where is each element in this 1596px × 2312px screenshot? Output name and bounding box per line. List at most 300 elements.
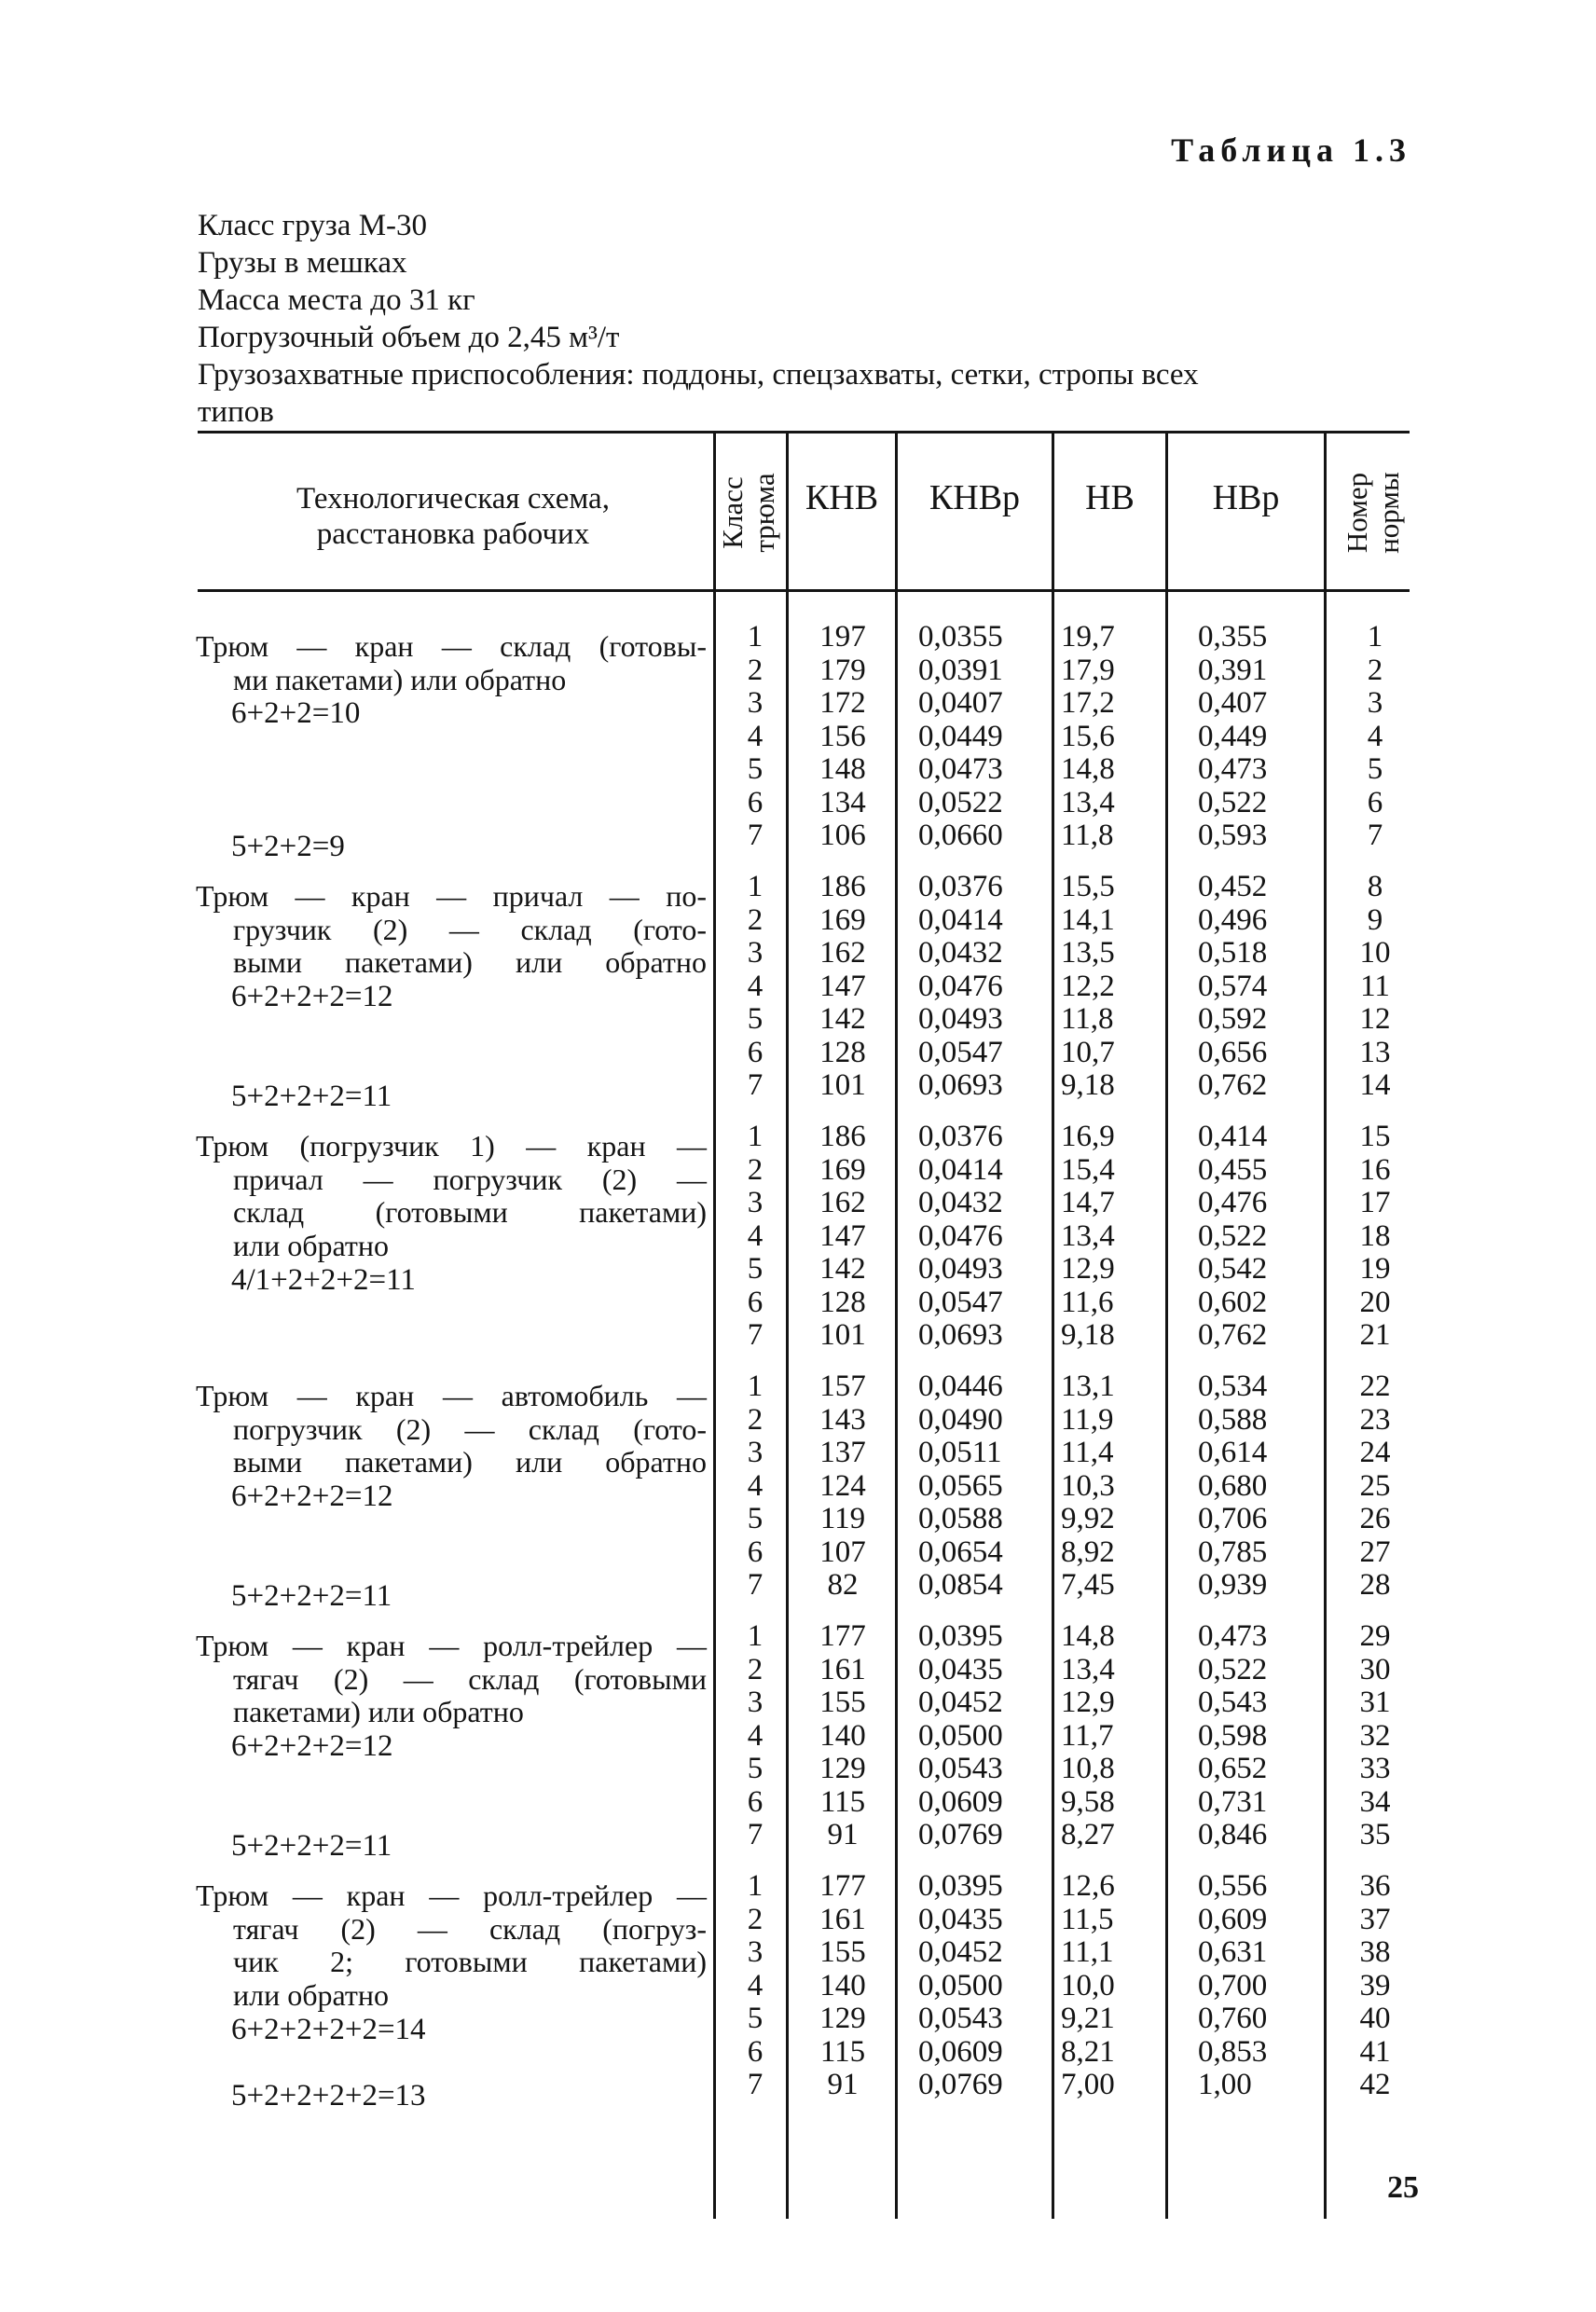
crew-formula: 6+2+2=10 (231, 696, 361, 730)
scheme-description (196, 880, 707, 980)
hold-class-cell: 2 (747, 653, 764, 687)
hold-class-cell: 7 (747, 2068, 764, 2101)
column-separator (713, 434, 716, 2219)
norm-number-cell: 11 (1360, 969, 1390, 1003)
nvr-cell: 0,602 (1198, 1285, 1268, 1319)
nvr-cell: 0,534 (1198, 1369, 1268, 1403)
nvr-cell: 0,656 (1198, 1035, 1268, 1069)
knv-cell: 148 (819, 752, 866, 786)
knvr-cell: 0,0376 (918, 870, 1003, 903)
norm-number-cell: 3 (1367, 686, 1383, 720)
scheme-line: чик 2; готовыми пакетами) (233, 1945, 707, 1978)
norm-number-cell: 37 (1359, 1902, 1391, 1936)
nvr-cell: 0,680 (1198, 1468, 1268, 1503)
knv-cell: 91 (827, 2068, 859, 2101)
knvr-cell: 0,0660 (918, 819, 1003, 852)
nv-cell: 8,21 (1061, 2034, 1115, 2069)
header-scheme (198, 481, 709, 552)
norm-number-cell: 7 (1367, 819, 1383, 852)
knv-cell: 128 (819, 1285, 866, 1319)
nv-cell: 12,6 (1061, 1869, 1115, 1903)
norm-number-cell: 35 (1359, 1818, 1391, 1851)
knvr-cell: 0,0654 (918, 1534, 1003, 1569)
knvr-cell: 0,0547 (918, 1035, 1003, 1069)
hold-class-cell: 1 (747, 1619, 764, 1653)
hold-class-cell: 7 (747, 1068, 764, 1102)
nv-cell: 10,3 (1061, 1468, 1115, 1503)
knvr-cell: 0,0446 (918, 1369, 1003, 1403)
norm-number-cell: 10 (1359, 936, 1391, 970)
loading-volume-line: Погрузочный объем до 2,45 м³/т (198, 321, 620, 354)
table-top-rule (198, 431, 1410, 434)
knv-cell: 115 (819, 2034, 866, 2069)
knv-cell: 106 (819, 819, 866, 852)
nv-cell: 11,6 (1061, 1285, 1114, 1319)
nv-cell: 10,0 (1061, 1968, 1115, 2002)
table-label: Таблица 1.3 (1171, 131, 1411, 169)
hold-class-cell: 4 (747, 1468, 764, 1503)
knvr-cell: 0,0609 (918, 2034, 1003, 2069)
scheme-line: склад (готовыми пакетами) (233, 1195, 707, 1229)
knv-cell: 197 (819, 620, 866, 654)
hold-class-cell: 2 (747, 1902, 764, 1936)
norm-number-cell: 41 (1359, 2034, 1391, 2069)
hold-class-cell: 4 (747, 1968, 764, 2002)
hold-class-cell: 4 (747, 969, 764, 1003)
hold-class-cell: 5 (747, 1502, 764, 1535)
nv-cell: 13,5 (1061, 936, 1115, 970)
norm-number-cell: 28 (1359, 1568, 1391, 1602)
cargo-class-line: Класс груза М-30 (198, 209, 428, 242)
norm-number-cell: 40 (1359, 2002, 1391, 2035)
nvr-cell: 0,414 (1198, 1120, 1268, 1153)
nvr-cell: 0,700 (1198, 1968, 1268, 2002)
nv-cell: 16,9 (1061, 1120, 1115, 1153)
knvr-cell: 0,0543 (918, 1752, 1003, 1785)
knv-cell: 137 (819, 1436, 866, 1469)
nv-cell: 7,45 (1061, 1568, 1115, 1602)
gripping-devices-line: Грузозахватные приспособления: поддоны, спецзахваты, сетки, стропы всех (198, 358, 1199, 392)
nv-cell: 13,1 (1061, 1369, 1115, 1403)
scheme-line: причал — погрузчик (2) — (233, 1162, 707, 1196)
norm-number-cell: 16 (1359, 1152, 1391, 1187)
knvr-cell: 0,0543 (918, 2002, 1003, 2035)
scheme-description (196, 1380, 707, 1479)
norm-number-cell: 19 (1359, 1252, 1391, 1286)
nv-cell: 15,4 (1061, 1152, 1115, 1187)
nvr-cell: 0,355 (1198, 620, 1268, 654)
knvr-cell: 0,0500 (918, 1968, 1003, 2002)
norm-number-cell: 29 (1359, 1619, 1391, 1653)
knv-cell: 142 (819, 1002, 866, 1036)
gripping-devices-line-cont: типов (198, 395, 274, 429)
nvr-cell: 0,542 (1198, 1252, 1268, 1286)
hold-class-cell: 5 (747, 1252, 764, 1286)
nv-cell: 9,21 (1061, 2002, 1115, 2035)
column-separator (1324, 434, 1327, 2219)
knvr-cell: 0,0376 (918, 1120, 1003, 1153)
hold-class-cell: 3 (747, 1686, 764, 1719)
knvr-cell: 0,0395 (918, 1869, 1003, 1903)
knvr-cell: 0,0493 (918, 1002, 1003, 1036)
knv-cell: 177 (819, 1619, 866, 1653)
nv-cell: 13,4 (1061, 785, 1115, 819)
nv-cell: 11,4 (1061, 1436, 1114, 1469)
knv-cell: 91 (827, 1818, 859, 1851)
crew-formula-alt: 5+2+2+2=11 (231, 1579, 392, 1613)
scheme-description (196, 1130, 707, 1262)
knvr-cell: 0,0588 (918, 1502, 1003, 1535)
hold-class-cell: 5 (747, 1752, 764, 1785)
header-scheme-line: расстановка рабочих (316, 517, 590, 551)
hold-class-cell: 1 (747, 1869, 764, 1903)
knv-cell: 124 (819, 1468, 866, 1503)
hold-class-cell: 6 (747, 785, 764, 819)
scheme-description (196, 1630, 707, 1729)
knv-cell: 179 (819, 653, 866, 687)
nv-cell: 15,5 (1061, 870, 1115, 903)
knvr-cell: 0,0432 (918, 1186, 1003, 1219)
nv-cell: 9,92 (1061, 1502, 1115, 1535)
column-separator (1165, 434, 1168, 2219)
hold-class-cell: 7 (747, 819, 764, 852)
hold-class-cell: 7 (747, 1818, 764, 1851)
hold-class-cell: 2 (747, 1152, 764, 1187)
scheme-line: Трюм — кран — склад (готовы- (196, 629, 707, 663)
nvr-cell: 0,452 (1198, 870, 1268, 903)
norm-number-cell: 27 (1359, 1534, 1391, 1569)
nvr-cell: 0,731 (1198, 1784, 1268, 1819)
norm-number-cell: 36 (1359, 1869, 1391, 1903)
knvr-cell: 0,0407 (918, 686, 1003, 720)
knv-cell: 140 (819, 1718, 866, 1753)
header-scheme-line: Технологическая схема, (296, 482, 610, 516)
crew-formula: 6+2+2+2=12 (231, 1479, 393, 1513)
knvr-cell: 0,0609 (918, 1784, 1003, 1819)
hold-class-cell: 6 (747, 1035, 764, 1069)
hold-class-cell: 5 (747, 752, 764, 786)
header-hold-class-line: трюма (748, 473, 780, 553)
knv-cell: 134 (819, 785, 866, 819)
scheme-line: выми пакетами) или обратно (233, 1445, 707, 1479)
knv-cell: 101 (819, 1318, 866, 1352)
norm-number-cell: 32 (1359, 1718, 1391, 1753)
nv-cell: 9,18 (1061, 1068, 1115, 1102)
nv-cell: 11,9 (1061, 1402, 1114, 1437)
knvr-cell: 0,0769 (918, 2068, 1003, 2101)
nvr-cell: 0,518 (1198, 936, 1268, 970)
norm-number-cell: 13 (1359, 1035, 1391, 1069)
cargo-mass-line: Масса места до 31 кг (198, 283, 475, 317)
nv-cell: 8,92 (1061, 1534, 1115, 1569)
nvr-cell: 0,853 (1198, 2034, 1268, 2069)
header-nv: НВ (1085, 478, 1135, 517)
header-hold-class-line: Класс (716, 476, 749, 549)
nvr-cell: 0,543 (1198, 1686, 1268, 1719)
hold-class-cell: 3 (747, 1436, 764, 1469)
scheme-line: Трюм — кран — автомобиль — (196, 1379, 707, 1412)
nvr-cell: 0,556 (1198, 1869, 1268, 1903)
norm-number-cell: 17 (1359, 1186, 1391, 1219)
norm-number-cell: 14 (1359, 1068, 1391, 1102)
knv-cell: 161 (819, 1902, 866, 1936)
nvr-cell: 0,762 (1198, 1068, 1268, 1102)
nv-cell: 14,1 (1061, 902, 1115, 937)
hold-class-cell: 7 (747, 1318, 764, 1352)
nv-cell: 10,7 (1061, 1035, 1115, 1069)
nvr-cell: 0,496 (1198, 902, 1268, 937)
knv-cell: 147 (819, 1218, 866, 1253)
hold-class-cell: 1 (747, 870, 764, 903)
hold-class-cell: 6 (747, 1534, 764, 1569)
norm-number-cell: 23 (1359, 1402, 1391, 1437)
norm-number-cell: 12 (1359, 1002, 1391, 1036)
hold-class-cell: 7 (747, 1568, 764, 1602)
crew-formula-alt: 5+2+2+2=11 (231, 1829, 392, 1863)
knv-cell: 155 (819, 1686, 866, 1719)
knvr-cell: 0,0693 (918, 1068, 1003, 1102)
hold-class-cell: 1 (747, 620, 764, 654)
hold-class-cell: 3 (747, 936, 764, 970)
scheme-line: тягач (2) — склад (готовыми (233, 1661, 707, 1696)
nvr-cell: 0,522 (1198, 1652, 1268, 1686)
hold-class-cell: 5 (747, 1002, 764, 1036)
nv-cell: 15,6 (1061, 719, 1115, 753)
nvr-cell: 0,407 (1198, 686, 1268, 720)
header-knv: КНВ (805, 478, 879, 517)
header-norm-number (1341, 443, 1407, 583)
nv-cell: 11,8 (1061, 819, 1114, 852)
column-separator (895, 434, 898, 2219)
norm-number-cell: 31 (1359, 1686, 1391, 1719)
nvr-cell: 1,00 (1198, 2068, 1252, 2101)
knvr-cell: 0,0355 (918, 620, 1003, 654)
norm-number-cell: 25 (1359, 1468, 1391, 1503)
nv-cell: 13,4 (1061, 1218, 1115, 1253)
table-header-rule (198, 589, 1410, 592)
crew-formula: 4/1+2+2+2=11 (231, 1263, 416, 1297)
knv-cell: 115 (819, 1784, 866, 1819)
hold-class-cell: 1 (747, 1369, 764, 1403)
nvr-cell: 0,598 (1198, 1718, 1268, 1753)
nv-cell: 11,1 (1061, 1935, 1114, 1969)
norm-number-cell: 33 (1359, 1752, 1391, 1785)
scheme-description (196, 630, 707, 696)
nv-cell: 7,00 (1061, 2068, 1115, 2101)
norm-number-cell: 38 (1359, 1935, 1391, 1969)
norm-number-cell: 1 (1367, 620, 1383, 654)
knvr-cell: 0,0500 (918, 1718, 1003, 1753)
knv-cell: 156 (819, 719, 866, 753)
norm-number-cell: 9 (1367, 902, 1383, 937)
nvr-cell: 0,593 (1198, 819, 1268, 852)
knv-cell: 143 (819, 1402, 866, 1437)
nv-cell: 11,5 (1061, 1902, 1114, 1936)
scheme-line: ми пакетами) или обратно (233, 662, 567, 696)
nv-cell: 17,9 (1061, 653, 1115, 687)
knv-cell: 161 (819, 1652, 866, 1686)
scheme-line: или обратно (233, 1977, 389, 2012)
knvr-cell: 0,0493 (918, 1252, 1003, 1286)
knvr-cell: 0,0547 (918, 1285, 1003, 1319)
header-nvr: НВр (1212, 478, 1280, 517)
nvr-cell: 0,846 (1198, 1818, 1268, 1851)
knv-cell: 101 (819, 1068, 866, 1102)
nvr-cell: 0,588 (1198, 1402, 1268, 1437)
crew-formula-alt: 5+2+2=9 (231, 830, 345, 863)
nv-cell: 8,27 (1061, 1818, 1115, 1851)
crew-formula-alt: 5+2+2+2=11 (231, 1080, 392, 1113)
knvr-cell: 0,0391 (918, 653, 1003, 687)
nvr-cell: 0,706 (1198, 1502, 1268, 1535)
scheme-line: Трюм — кран — причал — по- (196, 879, 707, 913)
scheme-line: выми пакетами) или обратно (233, 945, 707, 979)
knvr-cell: 0,0565 (918, 1468, 1003, 1503)
knvr-cell: 0,0414 (918, 1152, 1003, 1187)
knv-cell: 169 (819, 1152, 866, 1187)
norm-number-cell: 34 (1359, 1784, 1391, 1819)
nvr-cell: 0,609 (1198, 1902, 1268, 1936)
cargo-description (198, 207, 1410, 431)
column-separator (786, 434, 789, 2219)
nvr-cell: 0,473 (1198, 1619, 1268, 1653)
norm-number-cell: 20 (1359, 1285, 1391, 1319)
nv-cell: 12,9 (1061, 1252, 1115, 1286)
nv-cell: 17,2 (1061, 686, 1115, 720)
norm-number-cell: 2 (1367, 653, 1383, 687)
nv-cell: 14,7 (1061, 1186, 1115, 1219)
norm-number-cell: 5 (1367, 752, 1383, 786)
crew-formula: 6+2+2+2=12 (231, 1729, 393, 1763)
hold-class-cell: 3 (747, 1186, 764, 1219)
scheme-description (196, 1879, 707, 2012)
norm-number-cell: 42 (1359, 2068, 1391, 2101)
nvr-cell: 0,760 (1198, 2002, 1268, 2035)
nv-cell: 9,18 (1061, 1318, 1115, 1352)
knv-cell: 157 (819, 1369, 866, 1403)
scheme-line: Трюм — кран — ролл-трейлер — (196, 1878, 707, 1912)
nvr-cell: 0,522 (1198, 785, 1268, 819)
knvr-cell: 0,0854 (918, 1568, 1003, 1602)
knvr-cell: 0,0693 (918, 1318, 1003, 1352)
knvr-cell: 0,0522 (918, 785, 1003, 819)
knv-cell: 107 (819, 1534, 866, 1569)
knv-cell: 82 (827, 1568, 859, 1602)
knv-cell: 140 (819, 1968, 866, 2002)
nv-cell: 10,8 (1061, 1752, 1115, 1785)
nvr-cell: 0,652 (1198, 1752, 1268, 1785)
header-hold-class (717, 443, 782, 583)
hold-class-cell: 6 (747, 1285, 764, 1319)
scheme-line: или обратно (233, 1228, 389, 1262)
norm-number-cell: 24 (1359, 1436, 1391, 1469)
page-number: 25 (1387, 2170, 1419, 2205)
knvr-cell: 0,0769 (918, 1818, 1003, 1851)
nvr-cell: 0,631 (1198, 1935, 1268, 1969)
hold-class-cell: 4 (747, 719, 764, 753)
hold-class-cell: 2 (747, 902, 764, 937)
knvr-cell: 0,0490 (918, 1402, 1003, 1437)
knvr-cell: 0,0452 (918, 1686, 1003, 1719)
nv-cell: 12,2 (1061, 969, 1115, 1003)
nv-cell: 11,8 (1061, 1002, 1114, 1036)
knv-cell: 155 (819, 1935, 866, 1969)
norm-number-cell: 21 (1359, 1318, 1391, 1352)
knvr-cell: 0,0395 (918, 1619, 1003, 1653)
norm-number-cell: 26 (1359, 1502, 1391, 1535)
knv-cell: 186 (819, 870, 866, 903)
knv-cell: 129 (819, 2002, 866, 2035)
knvr-cell: 0,0414 (918, 902, 1003, 937)
scheme-line: погрузчик (2) — склад (гото- (233, 1411, 707, 1446)
norm-number-cell: 22 (1359, 1369, 1391, 1403)
nv-cell: 19,7 (1061, 620, 1115, 654)
nvr-cell: 0,476 (1198, 1186, 1268, 1219)
hold-class-cell: 4 (747, 1218, 764, 1253)
knvr-cell: 0,0432 (918, 936, 1003, 970)
norm-number-cell: 6 (1367, 785, 1383, 819)
knvr-cell: 0,0452 (918, 1935, 1003, 1969)
header-norm-number-line: нормы (1372, 472, 1405, 554)
knvr-cell: 0,0476 (918, 969, 1003, 1003)
norm-number-cell: 18 (1359, 1218, 1391, 1253)
knvr-cell: 0,0473 (918, 752, 1003, 786)
nv-cell: 9,58 (1061, 1784, 1115, 1819)
scheme-line: пакетами) или обратно (233, 1695, 524, 1728)
knv-cell: 119 (819, 1502, 866, 1535)
hold-class-cell: 1 (747, 1120, 764, 1153)
crew-formula: 6+2+2+2=12 (231, 980, 393, 1013)
nvr-cell: 0,473 (1198, 752, 1268, 786)
hold-class-cell: 6 (747, 1784, 764, 1819)
nvr-cell: 0,574 (1198, 969, 1268, 1003)
scheme-line: Трюм — кран — ролл-трейлер — (196, 1629, 707, 1662)
knvr-cell: 0,0511 (918, 1436, 1002, 1469)
nvr-cell: 0,592 (1198, 1002, 1268, 1036)
hold-class-cell: 3 (747, 1935, 764, 1969)
nv-cell: 14,8 (1061, 752, 1115, 786)
header-knvr: КНВр (929, 478, 1021, 517)
cargo-type-line: Грузы в мешках (198, 246, 407, 280)
hold-class-cell: 5 (747, 2002, 764, 2035)
knv-cell: 177 (819, 1869, 866, 1903)
header-norm-number-line: Номер (1341, 472, 1373, 554)
knv-cell: 162 (819, 936, 866, 970)
nv-cell: 12,9 (1061, 1686, 1115, 1719)
hold-class-cell: 3 (747, 686, 764, 720)
nv-cell: 14,8 (1061, 1619, 1115, 1653)
hold-class-cell: 6 (747, 2034, 764, 2069)
knv-cell: 172 (819, 686, 866, 720)
norm-number-cell: 15 (1359, 1120, 1391, 1153)
nvr-cell: 0,455 (1198, 1152, 1268, 1187)
scheme-line: грузчик (2) — склад (гото- (233, 912, 707, 946)
nvr-cell: 0,785 (1198, 1534, 1268, 1569)
knv-cell: 142 (819, 1252, 866, 1286)
knv-cell: 128 (819, 1035, 866, 1069)
knv-cell: 129 (819, 1752, 866, 1785)
scheme-line: тягач (2) — склад (погруз- (233, 1911, 707, 1946)
nvr-cell: 0,449 (1198, 719, 1268, 753)
nvr-cell: 0,762 (1198, 1318, 1268, 1352)
knv-cell: 169 (819, 902, 866, 937)
knv-cell: 147 (819, 969, 866, 1003)
knvr-cell: 0,0449 (918, 719, 1003, 753)
nvr-cell: 0,614 (1198, 1436, 1268, 1469)
knvr-cell: 0,0476 (918, 1218, 1003, 1253)
scheme-line: Трюм (погрузчик 1) — кран — (196, 1129, 707, 1163)
nvr-cell: 0,939 (1198, 1568, 1268, 1602)
